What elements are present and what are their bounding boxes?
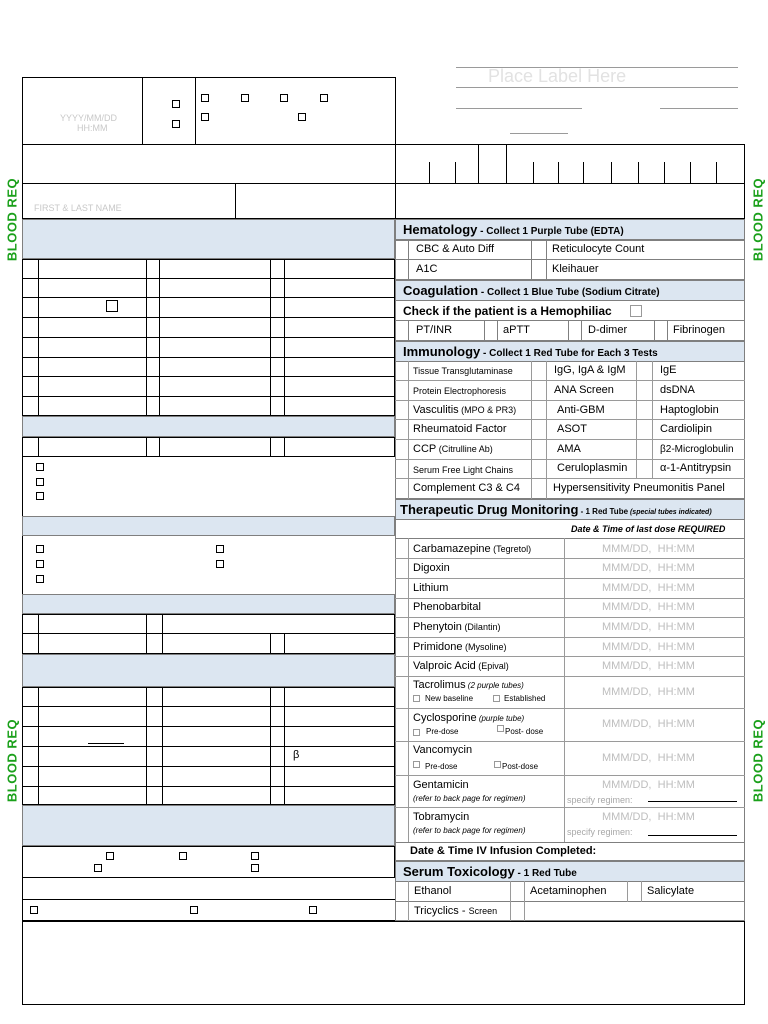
coagulation-title: Coagulation - Collect 1 Blue Tube (Sodium Citrate) bbox=[403, 283, 660, 298]
immunology-item: AMA bbox=[557, 443, 581, 455]
tdm-drug: Carbamazepine (Tegretol) bbox=[413, 543, 532, 555]
immunology-item: ANA Screen bbox=[554, 384, 614, 396]
name-row-left bbox=[22, 183, 396, 219]
tdm-drug: Phenobarbital bbox=[413, 601, 481, 613]
test-kleihauer: Kleihauer bbox=[552, 263, 599, 275]
checkbox[interactable] bbox=[106, 300, 118, 312]
tdm-column-header: Date & Time of last dose REQUIRED bbox=[571, 524, 726, 534]
dose-datetime[interactable]: MMM/DD, HH:MM bbox=[602, 621, 695, 633]
test-aptt: aPTT bbox=[503, 324, 530, 336]
left-row-checks-2 bbox=[22, 900, 395, 921]
date-field[interactable]: YYYY/MM/DD bbox=[60, 113, 118, 123]
dose-datetime[interactable]: MMM/DD, HH:MM bbox=[602, 601, 695, 613]
test-ddimer: D-dimer bbox=[588, 324, 628, 336]
checkbox[interactable] bbox=[216, 560, 224, 568]
immunology-item: Complement C3 & C4 bbox=[413, 482, 520, 494]
test-salicylate: Salicylate bbox=[647, 885, 695, 897]
checkbox[interactable] bbox=[106, 852, 114, 860]
checkbox[interactable] bbox=[280, 94, 288, 102]
checkbox[interactable] bbox=[309, 906, 317, 914]
test-ptinr: PT/INR bbox=[416, 324, 453, 336]
immunology-item: Vasculitis (MPO & PR3) bbox=[413, 404, 517, 416]
checkbox[interactable] bbox=[36, 545, 44, 553]
option-label: Pre-dose bbox=[426, 727, 459, 736]
left-row-single bbox=[22, 437, 395, 457]
option-label: Post- dose bbox=[505, 727, 544, 736]
dose-datetime[interactable]: MMM/DD, HH:MM bbox=[602, 686, 695, 698]
test-acetaminophen: Acetaminophen bbox=[530, 885, 607, 897]
checkbox[interactable] bbox=[30, 906, 38, 914]
checkbox[interactable] bbox=[413, 695, 420, 702]
label-placeholder: Place Label Here bbox=[488, 66, 627, 86]
immunology-item: Hypersensitivity Pneumonitis Panel bbox=[553, 482, 725, 494]
dose-datetime[interactable]: MMM/DD, HH:MM bbox=[602, 562, 695, 574]
immunology-title: Immunology - Collect 1 Red Tube for Each 3 Tests bbox=[403, 344, 658, 359]
left-section-header-5 bbox=[22, 654, 395, 687]
immunology-item: Tissue Transglutaminase bbox=[413, 366, 513, 376]
side-label-left-top: BLOOD REQ bbox=[4, 177, 20, 262]
test-cbc: CBC & Auto Diff bbox=[416, 243, 495, 255]
header-row-2-right bbox=[395, 144, 745, 184]
option-label: Established bbox=[504, 694, 546, 703]
left-section-header-4 bbox=[22, 594, 395, 614]
test-fibrinogen: Fibrinogen bbox=[673, 324, 725, 336]
left-row-blank bbox=[22, 878, 395, 900]
left-section-header-1 bbox=[22, 219, 395, 259]
dose-datetime[interactable]: MMM/DD, HH:MM bbox=[602, 543, 695, 555]
checkbox[interactable] bbox=[36, 575, 44, 583]
checkbox[interactable] bbox=[179, 852, 187, 860]
checkbox[interactable] bbox=[36, 478, 44, 486]
left-table-2 bbox=[22, 614, 395, 654]
name-field[interactable]: FIRST & LAST NAME bbox=[34, 203, 122, 213]
dose-datetime[interactable]: MMM/DD, HH:MM bbox=[602, 660, 695, 672]
dose-datetime[interactable]: MMM/DD, HH:MM bbox=[602, 718, 695, 730]
dose-datetime[interactable]: MMM/DD, HH:MM bbox=[602, 641, 695, 653]
side-label-right-bottom: BLOOD REQ bbox=[750, 718, 766, 803]
immunology-item: dsDNA bbox=[660, 384, 695, 396]
immunology-item: IgG, IgA & IgM bbox=[554, 364, 626, 376]
checkbox[interactable] bbox=[36, 492, 44, 500]
regimen-label: specify regimen: bbox=[567, 827, 633, 837]
side-label-right-top: BLOOD REQ bbox=[750, 177, 766, 262]
immunology-item: CCP (Citrulline Ab) bbox=[413, 443, 493, 455]
checkbox[interactable] bbox=[172, 120, 180, 128]
checkbox[interactable] bbox=[190, 906, 198, 914]
tdm-title: Therapeutic Drug Monitoring - 1 Red Tube (special tubes indicated) bbox=[400, 502, 712, 517]
name-row-right bbox=[395, 183, 745, 219]
option-label: Pre-dose bbox=[425, 762, 458, 771]
hematology-title: Hematology - Collect 1 Purple Tube (EDTA) bbox=[403, 222, 624, 237]
tdm-gentamicin: Gentamicin bbox=[413, 779, 469, 791]
left-section-header-3 bbox=[22, 516, 395, 536]
tdm-drug: Phenytoin (Dilantin) bbox=[413, 621, 501, 633]
checkbox[interactable] bbox=[320, 94, 328, 102]
header-box-left bbox=[22, 77, 396, 145]
tdm-drug: Digoxin bbox=[413, 562, 450, 574]
header-row-2-left bbox=[22, 144, 396, 184]
checkbox[interactable] bbox=[251, 864, 259, 872]
iv-infusion-label: Date & Time IV Infusion Completed: bbox=[410, 845, 597, 857]
left-row-checks bbox=[22, 846, 395, 878]
checkbox[interactable] bbox=[216, 545, 224, 553]
immunology-item: α-1-Antitrypsin bbox=[660, 462, 732, 474]
test-reticulocyte: Reticulocyte Count bbox=[552, 243, 645, 255]
checkbox[interactable] bbox=[413, 729, 420, 736]
tdm-drug: Primidone (Mysoline) bbox=[413, 641, 507, 653]
dose-datetime[interactable]: MMM/DD, HH:MM bbox=[602, 582, 695, 594]
test-a1c: A1C bbox=[416, 263, 438, 275]
tdm-vancomycin: Vancomycin bbox=[413, 744, 473, 756]
immunology-item: Anti-GBM bbox=[557, 404, 605, 416]
dose-datetime[interactable]: MMM/DD, HH:MM bbox=[602, 811, 695, 823]
immunology-item: β2-Microglobulin bbox=[660, 444, 734, 455]
checkbox[interactable] bbox=[94, 864, 102, 872]
immunology-item: Protein Electrophoresis bbox=[413, 386, 507, 396]
tdm-tacrolimus: Tacrolimus (2 purple tubes) bbox=[413, 679, 524, 691]
tdm-tobramycin: Tobramycin bbox=[413, 811, 470, 823]
time-field[interactable]: HH:MM bbox=[77, 123, 108, 133]
checkbox[interactable] bbox=[241, 94, 249, 102]
beta-symbol: β bbox=[293, 749, 300, 761]
regimen-line[interactable] bbox=[648, 801, 737, 802]
checkbox[interactable] bbox=[298, 113, 306, 121]
tdm-cyclosporine: Cyclosporine (purple tube) bbox=[413, 712, 525, 724]
dose-datetime[interactable]: MMM/DD, HH:MM bbox=[602, 752, 695, 764]
left-section-header-2 bbox=[22, 416, 395, 437]
checkbox[interactable] bbox=[497, 725, 504, 732]
test-ethanol: Ethanol bbox=[414, 885, 452, 897]
side-label-left-bottom: BLOOD REQ bbox=[4, 718, 20, 803]
option-label: New baseline bbox=[425, 694, 474, 703]
bottom-box bbox=[22, 921, 745, 1005]
checkbox[interactable] bbox=[494, 761, 501, 768]
toxicology-title: Serum Toxicology - 1 Red Tube bbox=[403, 864, 577, 879]
checkbox[interactable] bbox=[36, 560, 44, 568]
immunology-item: IgE bbox=[660, 364, 677, 376]
checkbox[interactable] bbox=[413, 761, 420, 768]
checkbox[interactable] bbox=[172, 100, 180, 108]
checkbox[interactable] bbox=[36, 463, 44, 471]
checkbox[interactable] bbox=[251, 852, 259, 860]
immunology-item: Rheumatoid Factor bbox=[413, 423, 507, 435]
test-tricyclics: Tricyclics - Screen bbox=[414, 905, 498, 917]
checkbox[interactable] bbox=[493, 695, 500, 702]
immunology-item: Cardiolipin bbox=[660, 423, 712, 435]
regimen-note: (refer to back page for regimen) bbox=[413, 826, 526, 835]
regimen-line[interactable] bbox=[648, 835, 737, 836]
immunology-item: Ceruloplasmin bbox=[557, 462, 628, 474]
hemophiliac-label: Check if the patient is a Hemophiliac bbox=[403, 304, 612, 318]
immunology-item: Serum Free Light Chains bbox=[413, 465, 514, 475]
left-section-header-6 bbox=[22, 805, 395, 846]
checkbox[interactable] bbox=[201, 94, 209, 102]
immunology-item: ASOT bbox=[557, 423, 587, 435]
immunology-item: Haptoglobin bbox=[660, 404, 719, 416]
option-label: Post-dose bbox=[502, 762, 539, 771]
regimen-label: specify regimen: bbox=[567, 795, 633, 805]
tdm-drug: Valproic Acid (Epival) bbox=[413, 660, 509, 672]
hemophiliac-checkbox[interactable] bbox=[630, 305, 642, 317]
dose-datetime[interactable]: MMM/DD, HH:MM bbox=[602, 779, 695, 791]
tdm-drug: Lithium bbox=[413, 582, 449, 594]
checkbox[interactable] bbox=[201, 113, 209, 121]
regimen-note: (refer to back page for regimen) bbox=[413, 794, 526, 803]
